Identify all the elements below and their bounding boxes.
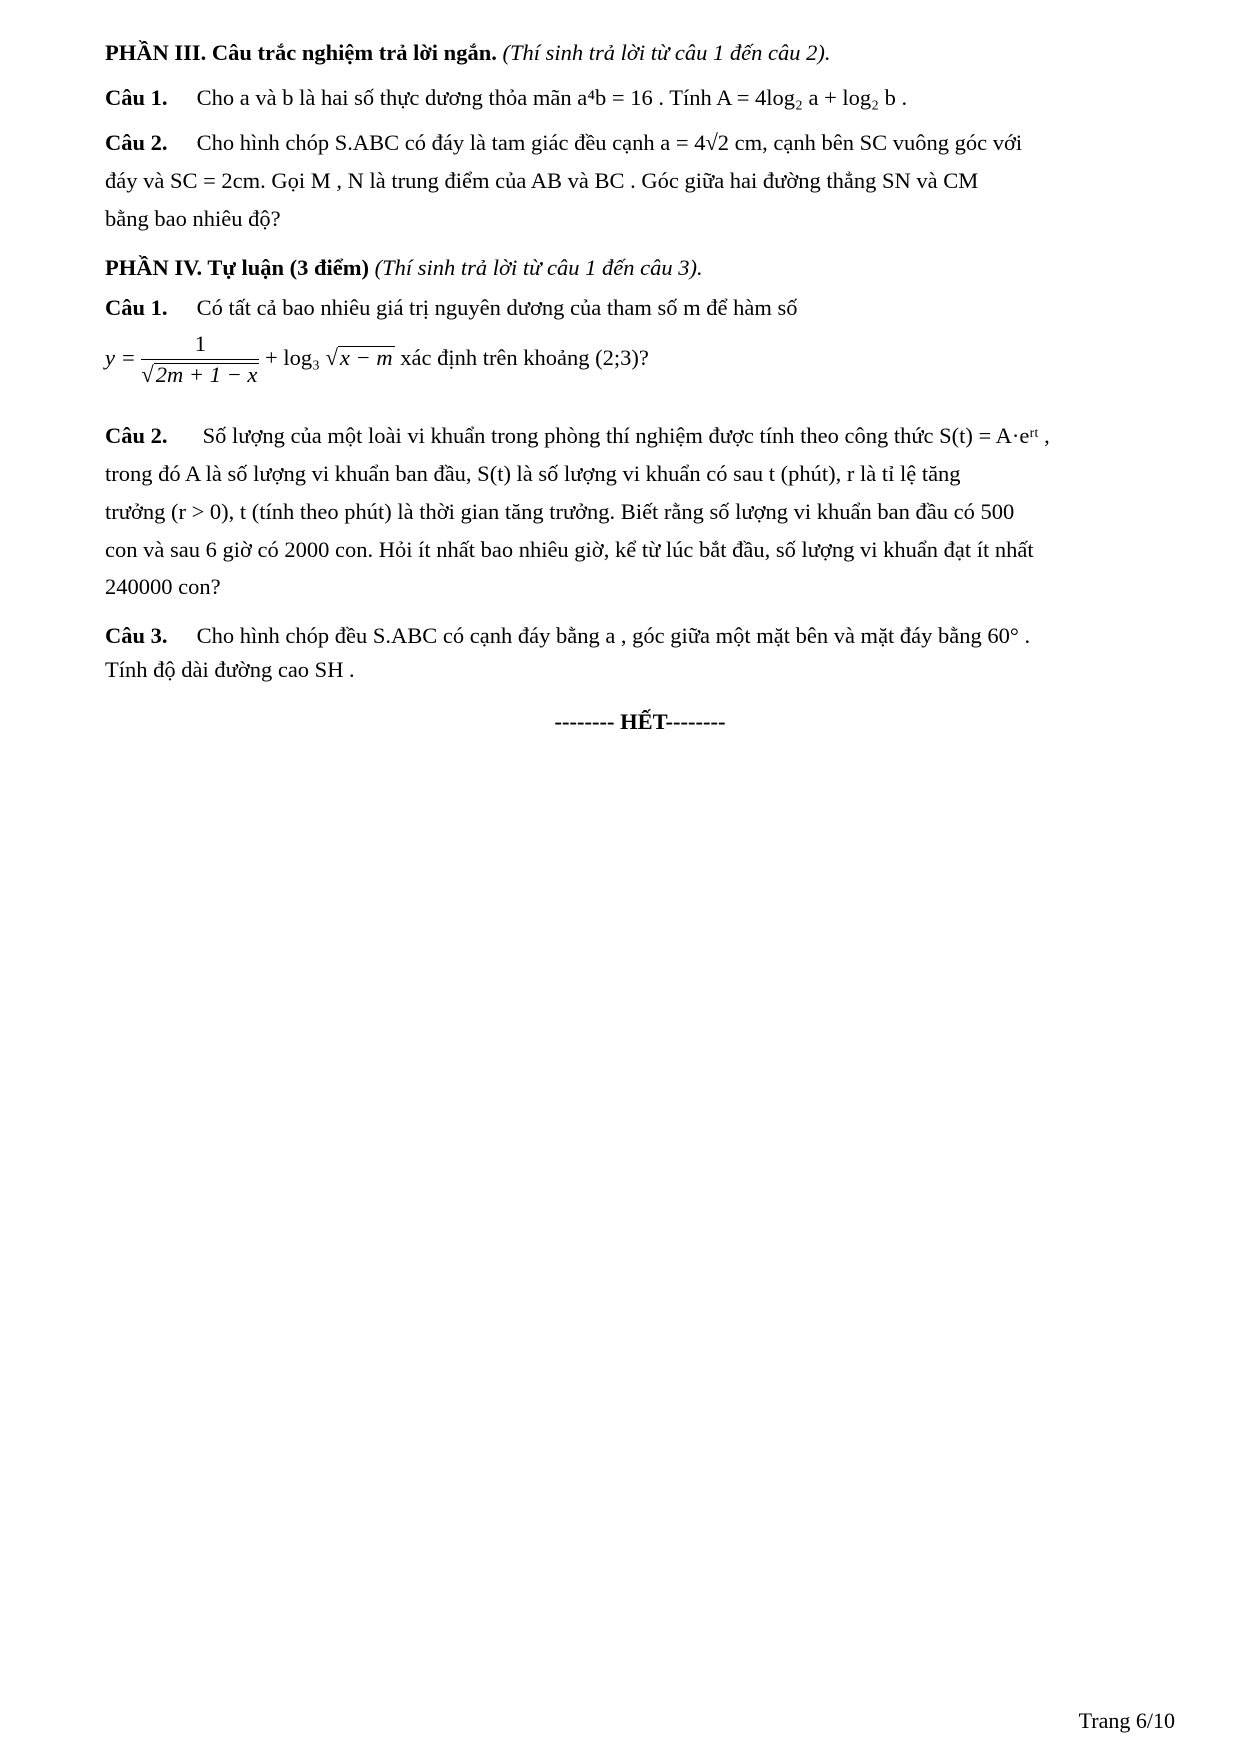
sqrt-symbol: √2m + 1 − x [141, 362, 258, 388]
p4q3-label: Câu 3. [105, 623, 168, 648]
p4q1-formula-lhs: y = [105, 345, 136, 370]
p4q1-frac-num: 1 [141, 331, 259, 360]
p4-question-2-line4 [105, 535, 1034, 565]
p3q2-line2: đáy và SC = 2cm. Gọi M , N là trung điểm của AB và BC . Góc giữa hai đường thẳng SN và CM [105, 168, 979, 193]
p4q2-line4: con và sau 6 giờ có 2000 con. Hỏi ít nhất bao nhiêu giờ, kể từ lúc bắt đầu, số lượng vi khuẩn đạt ít nhất [105, 537, 1034, 562]
part4-heading: PHẦN IV. Tự luận (3 điểm) [105, 255, 369, 280]
p4q3-line2: Tính độ dài đường cao SH . [105, 657, 355, 682]
p4q1-line1: Có tất cả bao nhiêu giá trị nguyên dương của tham số m để hàm số [196, 295, 798, 320]
part4-heading-line [105, 253, 703, 283]
p4-question-2-line5 [105, 572, 221, 602]
p4-question-2-line1 [105, 421, 1050, 451]
p4q1-log-arg: x − m [339, 345, 393, 370]
p4-question-2-line2 [105, 459, 961, 489]
p4q1-frac-den-wrap [141, 360, 259, 388]
p4-question-1-formula [105, 330, 649, 388]
p3q2-line3: bằng bao nhiêu độ? [105, 206, 281, 231]
p3q1-text: Cho a và b là hai số thực dương thỏa mãn a⁴b = 16 . Tính A = 4log₂ a + log₂ b . [196, 85, 908, 110]
p4q1-tail: xác định trên khoảng (2;3)? [400, 345, 649, 370]
p3q1-label: Câu 1. [105, 85, 168, 110]
p4q1-log-part: + log₃ [265, 345, 320, 370]
p3q2-line1: Cho hình chóp S.ABC có đáy là tam giác đều cạnh a = 4√2 cm, cạnh bên SC vuông góc với [196, 130, 1023, 155]
p4q1-label: Câu 1. [105, 295, 168, 320]
part3-note: (Thí sinh trả lời từ câu 1 đến câu 2). [502, 40, 831, 65]
page-number: Trang 6/10 [1078, 1708, 1175, 1733]
p4q2-line1: Số lượng của một loài vi khuẩn trong phòng thí nghiệm được tính theo công thức S(t) = A·eʳᵗ , [202, 423, 1050, 448]
p4-question-1-line1 [105, 293, 797, 323]
p4q1-fraction [141, 331, 259, 388]
part3-heading: PHẦN III. Câu trắc nghiệm trả lời ngắn. [105, 40, 497, 65]
p4q2-line2: trong đó A là số lượng vi khuẩn ban đầu, S(t) là số lượng vi khuẩn có sau t (phút), r là tỉ lệ tăng [105, 461, 961, 486]
part3-heading-line [105, 38, 830, 68]
p4q2-line3: trưởng (r > 0), t (tính theo phút) là thời gian tăng trưởng. Biết rằng số lượng vi khuẩn ban đầu có 500 [105, 499, 1015, 524]
exam-page [105, 0, 1175, 1755]
p3-question-1 [105, 83, 907, 113]
p4q2-label: Câu 2. [105, 423, 168, 448]
sqrt-symbol: √x − m [325, 345, 393, 370]
p3-question-2-line3 [105, 204, 281, 234]
p4-question-3-line2 [105, 655, 355, 685]
p3-question-2-line2 [105, 166, 978, 196]
p4-question-2-line3 [105, 497, 1014, 527]
p4q2-line5: 240000 con? [105, 574, 221, 599]
p4q1-frac-den: 2m + 1 − x [155, 362, 258, 388]
part4-note: (Thí sinh trả lời từ câu 1 đến câu 3). [374, 255, 703, 280]
p4-question-3-line1 [105, 621, 1030, 651]
p3-question-2-line1 [105, 128, 1022, 158]
end-mark: -------- HẾT-------- [554, 709, 726, 734]
p4q3-line1: Cho hình chóp đều S.ABC có cạnh đáy bằng a , góc giữa một mặt bên và mặt đáy bằng 60° . [196, 623, 1031, 648]
p3q2-label: Câu 2. [105, 130, 168, 155]
